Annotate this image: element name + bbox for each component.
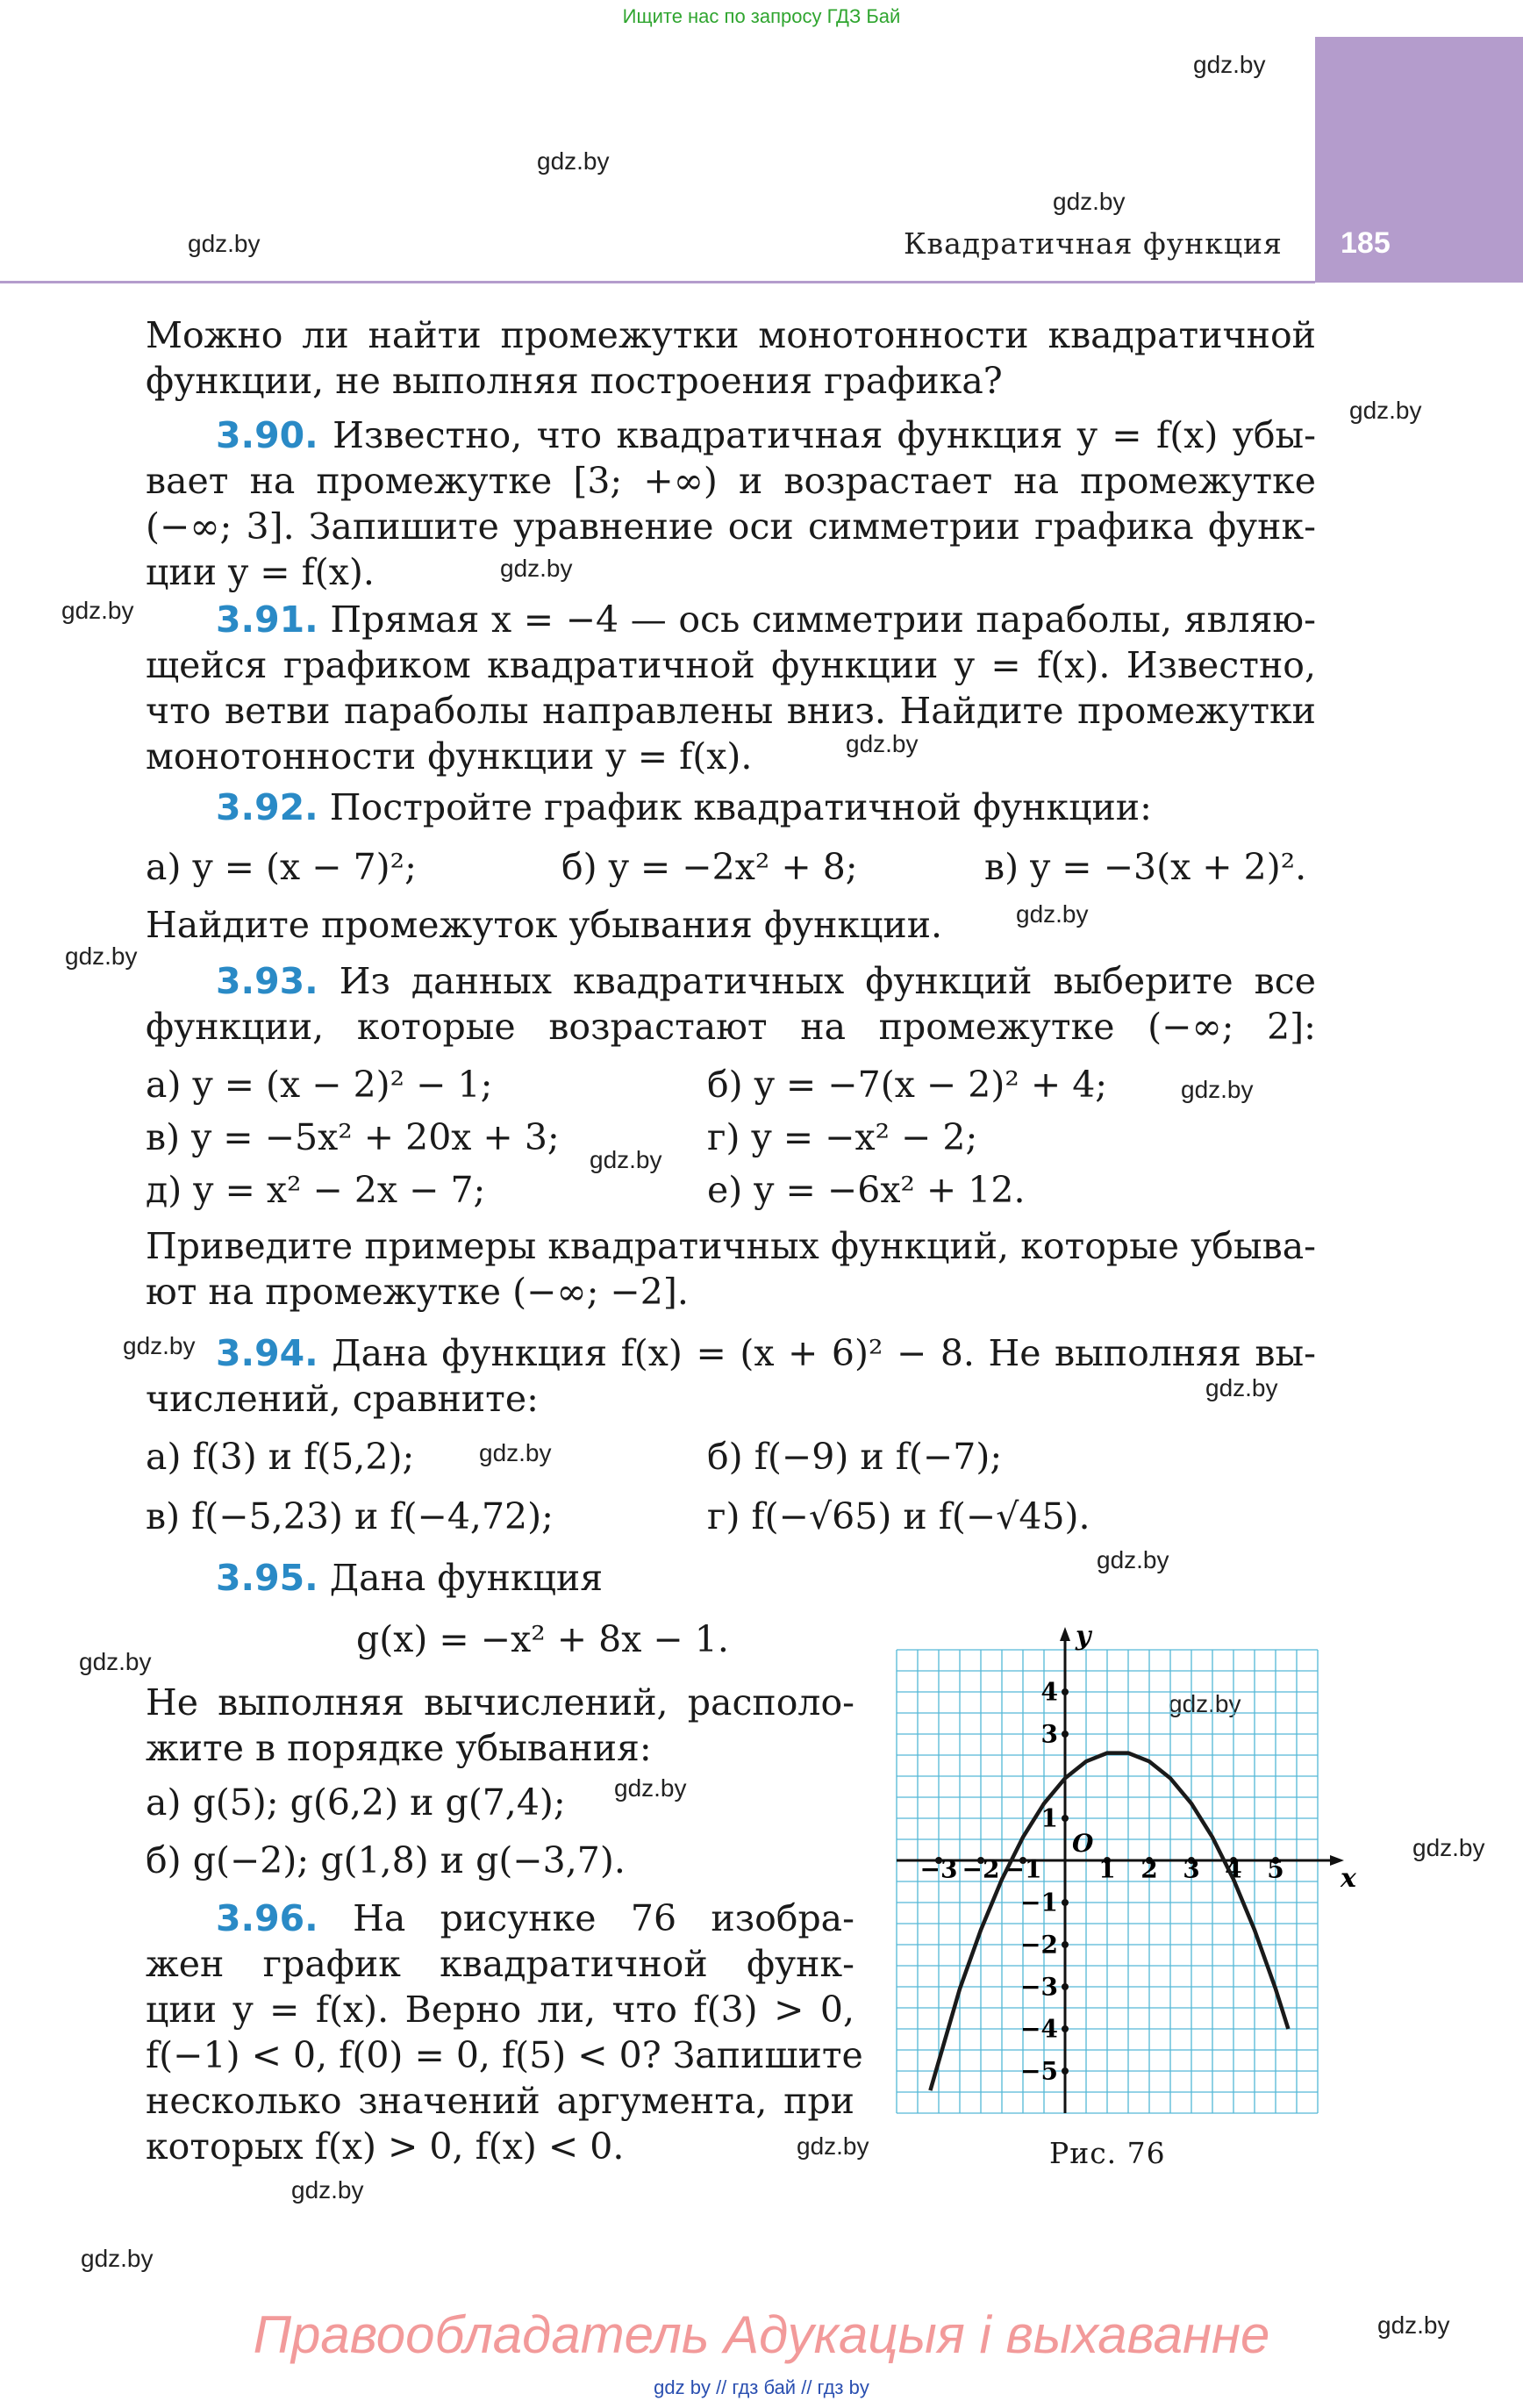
exercise-number: 3.96. bbox=[216, 1897, 318, 1939]
y-tick-label: 1 bbox=[1040, 1803, 1058, 1833]
watermark: gdz.by bbox=[846, 730, 919, 757]
watermark: gdz.by bbox=[537, 147, 610, 175]
watermark: gdz.by bbox=[1053, 188, 1126, 215]
watermark: gdz.by bbox=[65, 942, 138, 970]
exercise-text: Дана функция f(x) = (x + 6)² − 8. Не выполняя вы- bbox=[332, 1332, 1316, 1374]
watermark: gdz.by bbox=[1193, 51, 1266, 78]
y-tick bbox=[1062, 2068, 1069, 2075]
watermark: gdz.by bbox=[188, 230, 261, 257]
watermark: gdz.by bbox=[61, 597, 134, 624]
exercise-3-92-line bbox=[216, 785, 1386, 830]
exercise-text: На рисунке 76 изобра- bbox=[353, 1897, 854, 1939]
exercise-number: 3.91. bbox=[216, 598, 318, 641]
exercise-3-90-line: ции y = f(x). bbox=[146, 551, 375, 593]
watermark: gdz.by bbox=[1349, 397, 1422, 424]
y-tick bbox=[1062, 2025, 1069, 2032]
page-number: 185 bbox=[1341, 226, 1391, 260]
x-tick-label: 1 bbox=[1098, 1854, 1116, 1884]
exercise-3-91-line: монотонности функции y = f(x). bbox=[146, 735, 753, 778]
exercise-3-95-line: Не выполняя вычислений, располо- bbox=[146, 1681, 854, 1724]
y-tick-label: −2 bbox=[1020, 1930, 1058, 1960]
exercise-text: Постройте график квадратичной функции: bbox=[329, 786, 1152, 828]
y-tick-label: −1 bbox=[1020, 1888, 1058, 1917]
y-tick bbox=[1062, 1983, 1069, 1990]
exercise-text: Из данных квадратичных функций выберите все bbox=[339, 960, 1316, 1002]
watermark: gdz.by bbox=[1377, 2311, 1450, 2339]
watermark: gdz.by bbox=[79, 1648, 152, 1675]
watermark: gdz.by bbox=[123, 1332, 196, 1359]
y-tick bbox=[1062, 1941, 1069, 1948]
watermark: gdz.by bbox=[1169, 1690, 1241, 1717]
exercise-3-92-line: Найдите промежуток убывания функции. bbox=[146, 904, 943, 946]
exercise-item: д) y = x² − 2x − 7; bbox=[146, 1169, 486, 1211]
watermark: gdz.by bbox=[1412, 1834, 1485, 1861]
parabola-graph bbox=[886, 1621, 1356, 2124]
exercise-3-96-line: которых f(x) > 0, f(x) < 0. bbox=[146, 2125, 625, 2168]
watermark: gdz.by bbox=[479, 1439, 552, 1466]
top-search-note: Ищите нас по запросу ГДЗ Бай bbox=[622, 5, 901, 27]
bottom-site-note: gdz by // гдз бай // гдз by bbox=[654, 2376, 869, 2398]
exercise-number: 3.92. bbox=[216, 786, 318, 828]
exercise-3-95-line: жите в порядке убывания: bbox=[146, 1727, 652, 1769]
exercise-text: Дана функция bbox=[329, 1557, 604, 1599]
watermark: gdz.by bbox=[797, 2132, 869, 2160]
exercise-item: г) y = −x² − 2; bbox=[707, 1116, 978, 1158]
running-header-title: Квадратичная функция bbox=[904, 226, 1283, 261]
exercise-3-90-line bbox=[216, 412, 1316, 458]
watermark: gdz.by bbox=[1205, 1374, 1278, 1401]
exercise-3-96-line bbox=[216, 1896, 854, 1941]
exercise-item: а) y = (x − 7)²; bbox=[146, 846, 417, 888]
x-tick-label: −3 bbox=[919, 1854, 958, 1884]
question-line: Можно ли найти промежутки монотонности квадратичной bbox=[146, 314, 1316, 356]
exercise-item: б) g(−2); g(1,8) и g(−3,7). bbox=[146, 1839, 626, 1881]
exercise-item: б) f(−9) и f(−7); bbox=[707, 1436, 1003, 1478]
watermark: gdz.by bbox=[590, 1146, 662, 1173]
exercise-item: в) y = −5x² + 20x + 3; bbox=[146, 1116, 560, 1158]
watermark: gdz.by bbox=[1016, 900, 1089, 928]
exercise-3-94-line: числений, сравните: bbox=[146, 1378, 539, 1420]
question-line: функции, не выполняя построения графика? bbox=[146, 360, 1003, 402]
exercise-item: г) f(−√65) и f(−√45). bbox=[707, 1495, 1090, 1537]
y-tick bbox=[1062, 1815, 1069, 1822]
exercise-3-96-line: ции y = f(x). Верно ли, что f(3) > 0, bbox=[146, 1989, 854, 2031]
copyright-footer: Правообладатель Адукацыя і выхаванне bbox=[253, 2305, 1270, 2364]
watermark: gdz.by bbox=[1181, 1076, 1254, 1103]
exercise-number: 3.94. bbox=[216, 1332, 318, 1374]
exercise-text: Прямая x = −4 — ось симметрии параболы, являю- bbox=[330, 598, 1316, 641]
x-tick-label: 2 bbox=[1140, 1854, 1158, 1884]
watermark: gdz.by bbox=[614, 1774, 687, 1802]
exercise-number: 3.90. bbox=[216, 414, 318, 456]
exercise-3-91-line: что ветви параболы направлены вниз. Найдите промежутки bbox=[146, 690, 1316, 732]
exercise-3-90-line: вает на промежутке [3; +∞) и возрастает на промежутке bbox=[146, 460, 1316, 502]
exercise-3-91-line: щейся графиком квадратичной функции y = f(x). Известно, bbox=[146, 644, 1316, 686]
exercise-item: е) y = −6x² + 12. bbox=[707, 1169, 1026, 1211]
exercise-3-93-line bbox=[216, 958, 1316, 1004]
x-axis-label: x bbox=[1341, 1863, 1356, 1894]
y-tick bbox=[1062, 1899, 1069, 1906]
y-tick bbox=[1062, 1731, 1069, 1738]
exercise-3-91-line bbox=[216, 597, 1316, 642]
exercise-item: б) y = −7(x − 2)² + 4; bbox=[707, 1064, 1108, 1106]
exercise-item: в) y = −3(x + 2)². bbox=[984, 846, 1307, 888]
origin-label: O bbox=[1072, 1829, 1094, 1858]
y-tick-label: 4 bbox=[1040, 1677, 1058, 1707]
x-tick-label: 4 bbox=[1225, 1854, 1242, 1884]
exercise-text: Известно, что квадратичная функция y = f(x) убы- bbox=[332, 414, 1316, 456]
watermark: gdz.by bbox=[81, 2245, 154, 2272]
x-tick-label: 5 bbox=[1267, 1854, 1284, 1884]
exercise-3-90-line: (−∞; 3]. Запишите уравнение оси симметрии графика функ- bbox=[146, 505, 1316, 548]
exercise-item: в) f(−5,23) и f(−4,72); bbox=[146, 1495, 554, 1537]
parabola-curve bbox=[930, 1753, 1288, 2091]
watermark: gdz.by bbox=[291, 2176, 364, 2204]
exercise-number: 3.95. bbox=[216, 1557, 318, 1599]
exercise-item: б) y = −2x² + 8; bbox=[561, 846, 858, 888]
exercise-3-94-line bbox=[216, 1330, 1316, 1376]
exercise-item: а) y = (x − 2)² − 1; bbox=[146, 1064, 493, 1106]
y-tick-label: −3 bbox=[1020, 1972, 1058, 2002]
watermark: gdz.by bbox=[500, 555, 573, 582]
x-tick-label: 3 bbox=[1183, 1854, 1200, 1884]
exercise-3-96-line: жен график квадратичной функ- bbox=[146, 1943, 854, 1985]
y-tick-label: −5 bbox=[1020, 2056, 1058, 2086]
exercise-item: а) f(3) и f(5,2); bbox=[146, 1436, 415, 1478]
exercise-3-96-line: несколько значений аргумента, при bbox=[146, 2080, 854, 2122]
exercise-3-96-line: f(−1) < 0, f(0) = 0, f(5) < 0? Запишите bbox=[146, 2034, 863, 2076]
exercise-item: а) g(5); g(6,2) и g(7,4); bbox=[146, 1781, 566, 1824]
exercise-3-95-line bbox=[216, 1555, 1386, 1601]
header-rule bbox=[0, 281, 1315, 283]
y-tick bbox=[1062, 1688, 1069, 1695]
watermark: gdz.by bbox=[1097, 1546, 1169, 1573]
x-tick-label: −2 bbox=[962, 1854, 1000, 1884]
y-axis-arrow bbox=[1060, 1627, 1070, 1641]
exercise-formula: g(x) = −x² + 8x − 1. bbox=[356, 1618, 729, 1660]
x-tick-label: −1 bbox=[1004, 1854, 1042, 1884]
exercise-3-93-line: ют на промежутке (−∞; −2]. bbox=[146, 1271, 689, 1313]
y-tick-label: 3 bbox=[1040, 1719, 1058, 1749]
y-tick-label: −4 bbox=[1020, 2014, 1058, 2044]
y-axis-label: y bbox=[1076, 1621, 1091, 1652]
figure-caption: Рис. 76 bbox=[1049, 2136, 1166, 2170]
exercise-number: 3.93. bbox=[216, 960, 318, 1002]
exercise-3-93-line: функции, которые возрастают на промежутке (−∞; 2]: bbox=[146, 1006, 1316, 1048]
exercise-3-93-line: Приведите примеры квадратичных функций, которые убыва- bbox=[146, 1225, 1316, 1267]
